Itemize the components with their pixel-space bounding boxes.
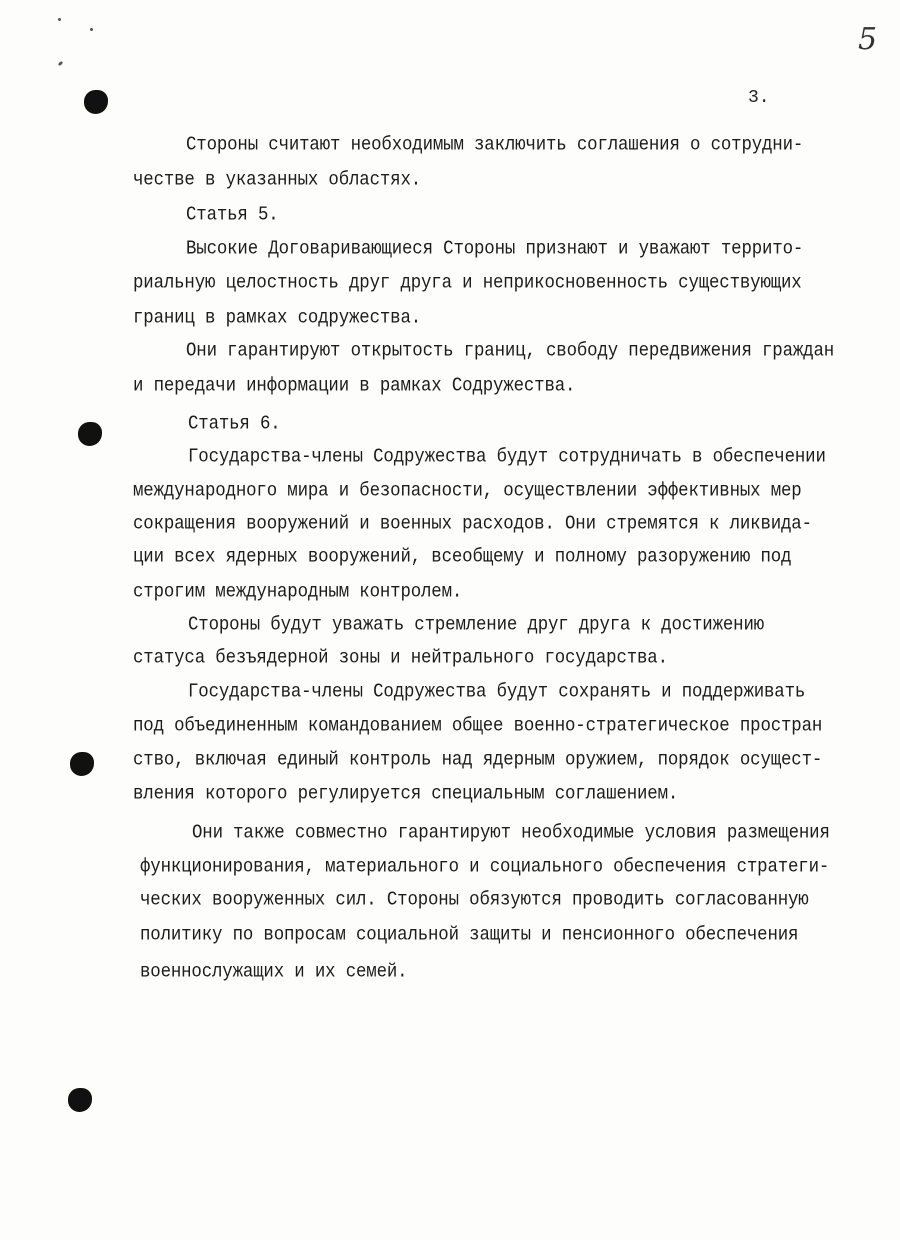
text-line: границ в рамках содружества. <box>133 307 422 330</box>
text-line: ство, включая единый контроль над ядерным оружием, порядок осущест- <box>133 749 823 772</box>
scan-speck <box>90 28 93 31</box>
text-line: риальную целостность друг друга и неприкосновенность существующих <box>133 272 802 295</box>
text-line: Они гарантируют открытость границ, свободу передвижения граждан <box>186 340 835 363</box>
scan-speck <box>58 18 61 21</box>
text-line: Высокие Договаривающиеся Стороны признают и уважают террито- <box>186 238 804 261</box>
scan-speck <box>58 61 64 67</box>
handwritten-page-number: 5 <box>858 22 878 57</box>
text-line: статуса безъядерной зоны и нейтрального государства. <box>133 647 668 670</box>
text-line: честве в указанных областях. <box>133 169 422 192</box>
text-line: Государства-члены Содружества будут сохранять и поддерживать <box>188 681 806 704</box>
text-line: строгим международным контролем. <box>133 581 463 604</box>
article-heading: Статья 6. <box>188 413 281 436</box>
text-line: Государства-члены Содружества будут сотрудничать в обеспечении <box>188 446 826 469</box>
text-line: военнослужащих и их семей. <box>140 961 408 984</box>
text-line: функционирования, материального и социального обеспечения стратеги- <box>140 856 830 879</box>
text-line: ческих вооруженных сил. Стороны обязуются проводить согласованную <box>140 889 809 912</box>
text-line: Стороны будут уважать стремление друг друга к достижению <box>188 614 765 637</box>
text-line: Стороны считают необходимым заключить соглашения о сотрудни- <box>186 134 804 157</box>
article-heading: Статья 5. <box>186 204 279 227</box>
text-line: Они также совместно гарантируют необходимые условия размещения <box>192 822 830 845</box>
text-line: и передачи информации в рамках Содружества. <box>133 375 576 398</box>
text-line: ции всех ядерных вооружений, всеобщему и полному разоружению под <box>133 546 792 569</box>
text-line: под объединенным командованием общее военно-стратегическое простран <box>133 715 823 738</box>
text-line: политику по вопросам социальной защиты и пенсионного обеспечения <box>140 924 799 947</box>
text-line: международного мира и безопасности, осуществлении эффективных мер <box>133 480 802 503</box>
punch-hole <box>84 90 108 114</box>
text-line: сокращения вооружений и военных расходов. Они стремятся к ликвида- <box>133 513 812 536</box>
punch-hole <box>70 752 94 776</box>
text-line: вления которого регулируется специальным соглашением. <box>133 783 679 806</box>
punch-hole <box>78 422 102 446</box>
punch-hole <box>68 1088 92 1112</box>
page-number: 3. <box>748 88 770 108</box>
